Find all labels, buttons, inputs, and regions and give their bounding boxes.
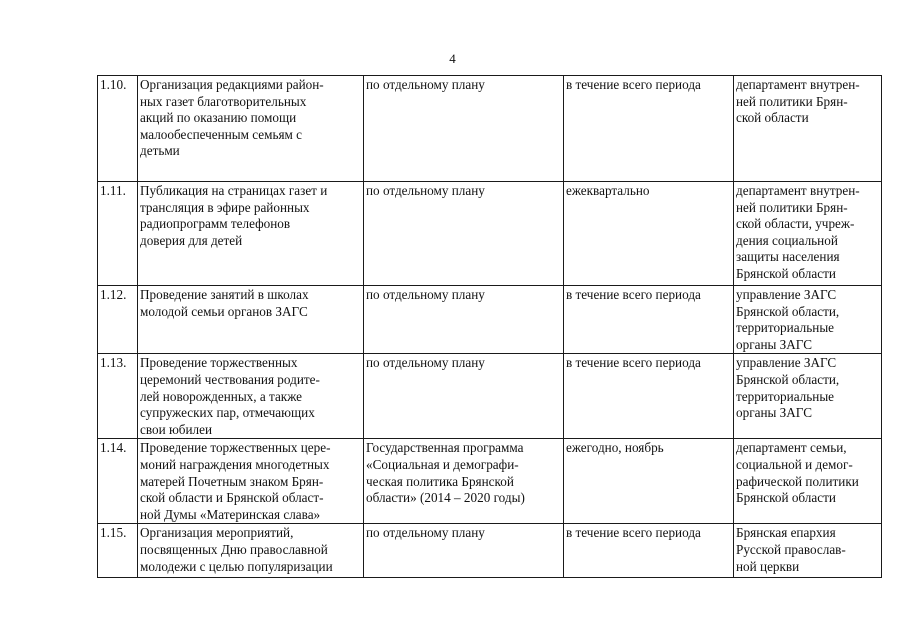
- cell-text-line: Брянской области: [736, 265, 836, 281]
- cell-text: 1.11.: [100, 183, 126, 198]
- cell-text-line: ежегодно, ноябрь: [566, 440, 664, 456]
- cell-text-line: по отдельному плану: [366, 183, 485, 198]
- cell-text: 1.10.: [100, 77, 127, 92]
- cell-text-line: управление ЗАГС: [736, 355, 837, 371]
- cell-term: [564, 286, 734, 354]
- cell-text-line: Организация редакциями район-: [140, 77, 324, 92]
- cell-text-line: детьми: [140, 143, 180, 159]
- cell-text-line: ней политики Брян-: [736, 199, 848, 215]
- cell-number: [98, 354, 138, 439]
- cell-responsible: [734, 524, 882, 578]
- cell-text-line: ных газет благотворительных: [140, 93, 307, 109]
- cell-text: 1.12.: [100, 287, 127, 302]
- cell-event: [138, 76, 364, 182]
- cell-text-line: в течение всего периода: [566, 355, 701, 371]
- table-row: [98, 182, 882, 286]
- cell-term: [564, 354, 734, 439]
- cell-text-line: ной церкви: [736, 558, 800, 574]
- cell-text: 1.15.: [100, 525, 127, 541]
- cell-text-line: ней политики Брян-: [736, 93, 848, 109]
- cell-text-line: управление ЗАГС: [736, 287, 837, 302]
- cell-text-line: Брянской области: [736, 490, 836, 506]
- cell-number: [98, 524, 138, 578]
- cell-text-line: трансляция в эфире районных: [140, 199, 310, 215]
- cell-event: [138, 439, 364, 524]
- cell-responsible: [734, 76, 882, 182]
- cell-event: [138, 524, 364, 578]
- action-plan-table: [97, 75, 882, 578]
- cell-text: 1.14.: [100, 440, 127, 456]
- cell-text-line: Брянская епархия: [736, 525, 836, 541]
- cell-number: [98, 182, 138, 286]
- cell-text-line: органы ЗАГС: [736, 336, 813, 352]
- cell-number: [98, 76, 138, 182]
- cell-text-line: в течение всего периода: [566, 525, 701, 541]
- cell-text-line: церемоний чествования родите-: [140, 371, 320, 387]
- cell-basis: [364, 182, 564, 286]
- table-body: [98, 76, 882, 578]
- cell-basis: [364, 286, 564, 354]
- table-row: [98, 286, 882, 354]
- cell-text-line: молодежи с целью популяризации: [140, 558, 333, 574]
- cell-event: [138, 286, 364, 354]
- cell-text-line: органы ЗАГС: [736, 405, 813, 421]
- cell-text-line: Проведение торжественных: [140, 355, 298, 371]
- cell-text-line: супружеских пар, отмечающих: [140, 405, 315, 421]
- cell-text-line: Публикация на страницах газет и: [140, 183, 328, 198]
- cell-text-line: Брянской области,: [736, 303, 840, 319]
- cell-term: [564, 76, 734, 182]
- cell-text-line: Проведение занятий в школах: [140, 287, 309, 302]
- cell-text-line: ской области: [736, 110, 809, 126]
- cell-text-line: матерей Почетным знаком Брян-: [140, 473, 324, 489]
- cell-text-line: малообеспеченным семьям с: [140, 126, 303, 142]
- cell-text-line: по отдельному плану: [366, 355, 485, 371]
- cell-text-line: Организация мероприятий,: [140, 525, 294, 541]
- cell-text-line: лей новорожденных, а также: [140, 388, 302, 404]
- cell-basis: [364, 354, 564, 439]
- cell-basis: [364, 524, 564, 578]
- cell-text-line: в течение всего периода: [566, 77, 701, 92]
- cell-text-line: ческая политика Брянской: [366, 473, 514, 489]
- cell-term: [564, 439, 734, 524]
- cell-term: [564, 524, 734, 578]
- cell-text-line: Проведение торжественных цере-: [140, 440, 331, 456]
- cell-text-line: по отдельному плану: [366, 525, 485, 541]
- cell-text-line: департамент внутрен-: [736, 183, 860, 198]
- cell-text-line: «Социальная и демографи-: [366, 456, 519, 472]
- table-row: [98, 76, 882, 182]
- cell-text-line: ежеквартально: [566, 183, 650, 198]
- cell-text-line: дения социальной: [736, 232, 838, 248]
- cell-text-line: защиты населения: [736, 249, 840, 265]
- cell-number: [98, 286, 138, 354]
- cell-text-line: Государственная программа: [366, 440, 524, 456]
- cell-text-line: ской области, учреж-: [736, 216, 855, 232]
- cell-text-line: социальной и демог-: [736, 456, 853, 472]
- cell-text-line: в течение всего периода: [566, 287, 701, 302]
- cell-term: [564, 182, 734, 286]
- cell-text-line: ской области и Брянской област-: [140, 490, 324, 506]
- cell-text-line: доверия для детей: [140, 232, 243, 248]
- cell-responsible: [734, 182, 882, 286]
- cell-responsible: [734, 354, 882, 439]
- page-number: 4: [449, 51, 456, 66]
- cell-text: 1.13.: [100, 355, 127, 371]
- cell-basis: [364, 76, 564, 182]
- cell-event: [138, 182, 364, 286]
- cell-text-line: акций по оказанию помощи: [140, 110, 297, 126]
- cell-text-line: посвященных Дню православной: [140, 541, 328, 557]
- cell-responsible: [734, 439, 882, 524]
- cell-text-line: свои юбилеи: [140, 421, 213, 437]
- cell-text-line: по отдельному плану: [366, 287, 485, 302]
- cell-basis: [364, 439, 564, 524]
- cell-text-line: области» (2014 – 2020 годы): [366, 490, 525, 506]
- cell-responsible: [734, 286, 882, 354]
- cell-text-line: Брянской области,: [736, 371, 840, 387]
- cell-text-line: Русской православ-: [736, 541, 846, 557]
- cell-text-line: молодой семьи органов ЗАГС: [140, 303, 308, 319]
- cell-text-line: территориальные: [736, 320, 835, 336]
- table-row: [98, 354, 882, 439]
- cell-text-line: территориальные: [736, 388, 835, 404]
- cell-text-line: ной Думы «Материнская слава»: [140, 506, 321, 522]
- cell-text-line: моний награждения многодетных: [140, 456, 330, 472]
- cell-number: [98, 439, 138, 524]
- cell-text-line: радиопрограмм телефонов: [140, 216, 291, 232]
- cell-text-line: рафической политики: [736, 473, 859, 489]
- table-row: [98, 439, 882, 524]
- cell-text-line: департамент внутрен-: [736, 77, 860, 92]
- table-row: [98, 524, 882, 578]
- cell-text-line: по отдельному плану: [366, 77, 485, 92]
- cell-text-line: департамент семьи,: [736, 440, 847, 456]
- cell-event: [138, 354, 364, 439]
